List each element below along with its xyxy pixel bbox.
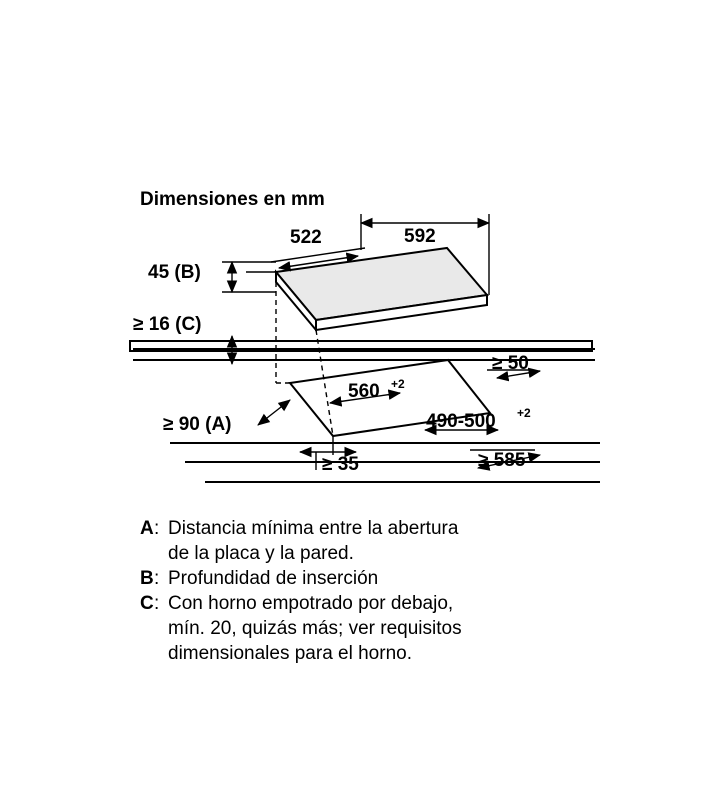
dim-label-cutout-width-tolerance: +2 bbox=[391, 377, 405, 391]
dim-label-worktop-thickness: ≥ 16 (C) bbox=[133, 314, 202, 335]
legend-text-c-line1: Con horno empotrado por debajo, bbox=[168, 593, 454, 614]
dim-label-cutout-depth: 490-500 bbox=[426, 411, 496, 432]
dim-label-cutout-width: 560 bbox=[348, 381, 380, 402]
dim-label-rear-clearance: ≥ 50 bbox=[492, 353, 529, 374]
dim-label-hob-depth: 522 bbox=[290, 227, 322, 248]
legend-text-c-line3: dimensionales para el horno. bbox=[168, 643, 412, 664]
dim-guide-hob-depth bbox=[271, 248, 365, 262]
dim-label-insertion-depth: 45 (B) bbox=[148, 262, 201, 283]
legend bbox=[140, 518, 462, 664]
dim-label-cutout-depth-tolerance: +2 bbox=[517, 406, 531, 420]
legend-sep-b: : bbox=[154, 568, 160, 589]
dim-label-front-distance: ≥ 35 bbox=[322, 454, 359, 475]
diagram-title: Dimensiones en mm bbox=[140, 189, 325, 210]
dim-label-wall-distance: ≥ 90 (A) bbox=[163, 414, 232, 435]
legend-text-a-line1: Distancia mínima entre la abertura bbox=[168, 518, 459, 539]
legend-text-c-line2: mín. 20, quizás más; ver requisitos bbox=[168, 618, 462, 639]
legend-key-c: C bbox=[140, 593, 154, 614]
legend-key-b: B bbox=[140, 568, 154, 589]
legend-text-b-line1: Profundidad de inserción bbox=[168, 568, 379, 589]
legend-sep-c: : bbox=[154, 593, 160, 614]
legend-text-a-line2: de la placa y la pared. bbox=[168, 543, 354, 564]
legend-sep-a: : bbox=[154, 518, 160, 539]
dim-line-wall-distance bbox=[258, 400, 290, 425]
dim-label-worktop-depth: ≥ 585 bbox=[478, 450, 526, 471]
legend-key-a: A bbox=[140, 518, 154, 539]
dim-label-hob-width: 592 bbox=[404, 226, 436, 247]
